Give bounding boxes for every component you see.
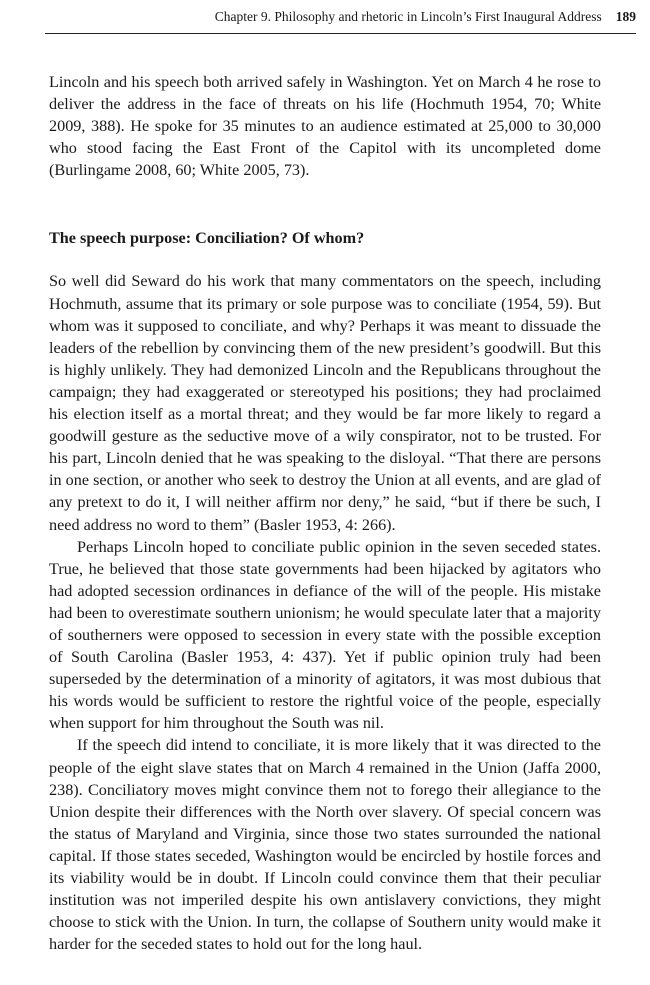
body-paragraph: Perhaps Lincoln hoped to conciliate public opinion in the seven seceded states. True, he believed that those state governments had been hijacked by agitators who had adopted secession ordinances in defiance of the will of the people. His mistake had been to overestimate southern unionism; he would speculate later that a majority of southerners were opposed to secession in every state with the possible exception of South Carolina (Basler 1953, 4: 437). Yet if public opinion truly had been superseded by the determination of a minority of agitators, it was most dubious that his words would be sufficient to restore the rightful voice of the people, especially when support for him throughout the South was nil. [49,537,601,733]
body-paragraph: Lincoln and his speech both arrived safely in Washington. Yet on March 4 he rose to deliver the address in the face of threats on his life (Hochmuth 1954, 70; White 2009, 388). He spoke for 35 minutes to an audience estimated at 25,000 to 30,000 who stood facing the East Front of the Capitol with its uncompleted dome (Burlingame 2008, 60; White 2005, 73). [49,73,601,180]
page-body [49,71,601,955]
running-title: Chapter 9. Philosophy and rhetoric in Lincoln’s First Inaugural Address [214,9,602,24]
running-header [45,8,636,34]
page-number: 189 [615,9,636,24]
body-paragraph: So well did Seward do his work that many commentators on the speech, including Hochmuth, assume that its primary or sole purpose was to conciliate (1954, 59). But whom was it supposed to conciliate, and why? Perhaps it was meant to dissuade the leaders of the rebellion by convincing them of the new president’s goodwill. But this is highly unlikely. They had demonized Lincoln and the Republicans throughout the campaign; they had exaggerated or stereotyped his positions; they had proclaimed his election itself as a mortal threat; and they would be far more likely to regard a goodwill gesture as the seductive move of a wily conspirator, not to be trusted. For his part, Lincoln denied that he was speaking to the disloyal. “That there are persons in one section, or another who seek to destroy the Union at all events, and are glad of any pretext to do it, I will neither affirm nor deny,” he said, “but if there be such, I need address no word to them” (Basler 1953, 4: 266). [49,272,601,534]
body-paragraph: If the speech did intend to conciliate, it is more likely that it was directed to the people of the eight slave states that on March 4 remained in the Union (Jaffa 2000, 238). Conciliatory moves might convince them not to forego their allegiance to the Union despite their differences with the North over slavery. Of special concern was the status of Maryland and Virginia, since those two states surrounded the national capital. If those states seceded, Washington would be encircled by hostile forces and its viability would be in doubt. If Lincoln could convince them that their peculiar institution was not imperiled despite his own antislavery convictions, they might choose to stick with the Union. In turn, the collapse of Southern unity would make it harder for the seceded states to hold out for the long haul. [49,736,601,954]
section-heading: The speech purpose: Conciliation? Of whom? [49,229,365,248]
